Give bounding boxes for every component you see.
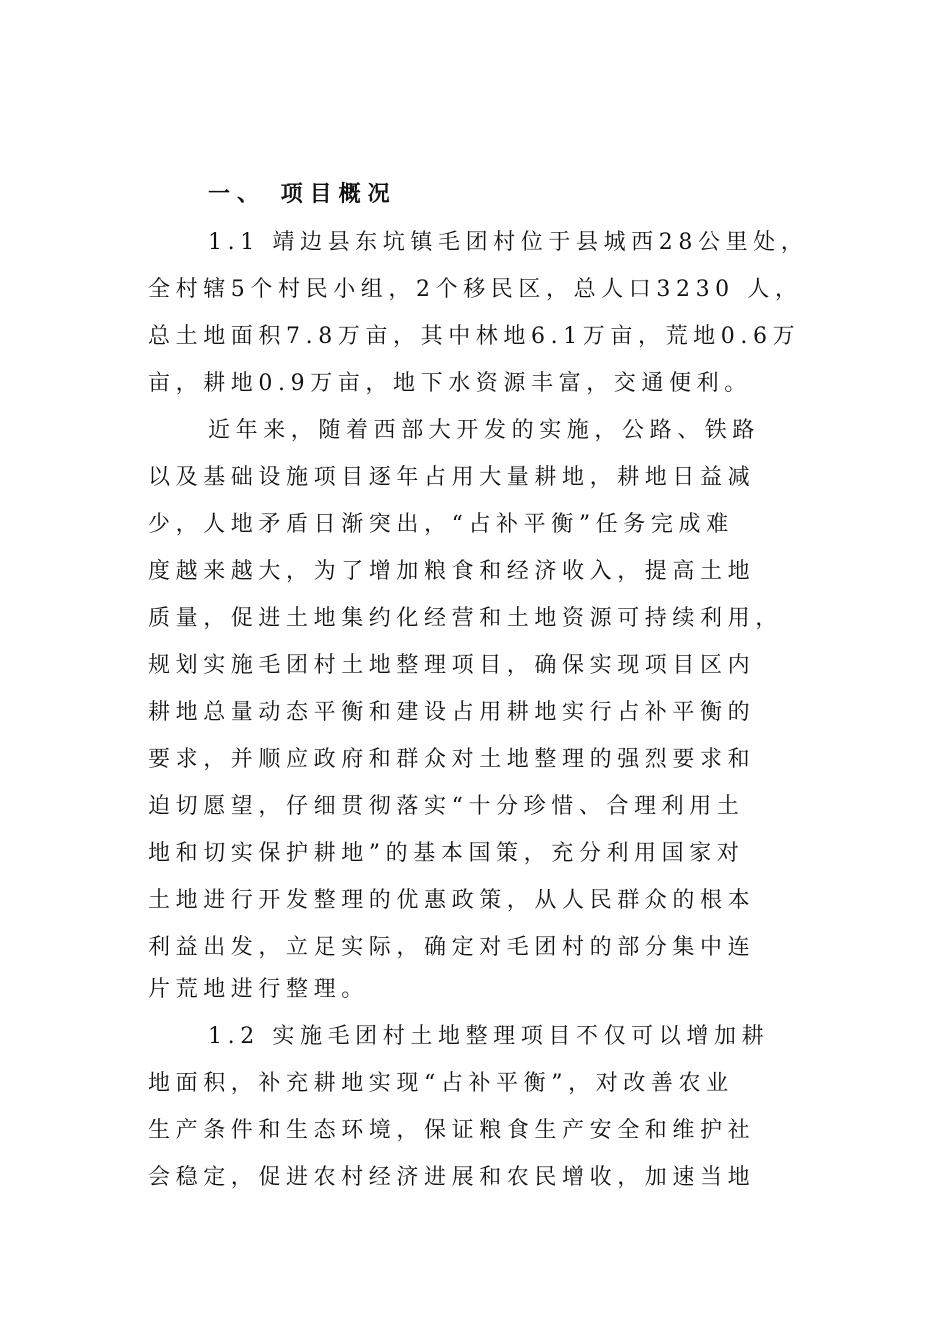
text-line-4: 亩，耕地0.9万亩，地下水资源丰富，交通便利。 (148, 371, 752, 396)
text-line-21: 会稳定，促进农村经济进展和农民增收，加速当地 (148, 1165, 756, 1190)
text-line-1: 1.1 靖边县东坑镇毛团村位于县城西28公里处， (208, 230, 809, 255)
text-line-15: 土地进行开发整理的优惠政策，从人民群众的根本 (148, 888, 756, 913)
text-line-6: 以及基础设施项目逐年占用大量耕地，耕地日益减 (148, 465, 756, 490)
text-line-5: 近年来，随着西部大开发的实施，公路、铁路 (208, 418, 761, 443)
text-line-7: 少，人地矛盾日渐突出，“占补平衡”任务完成难 (148, 512, 734, 537)
text-line-16: 利益出发，立足实际，确定对毛团村的部分集中连 (148, 935, 756, 960)
section-heading: 一、 项目概况 (208, 181, 397, 207)
text-line-8: 度越来越大，为了增加粮食和经济收入，提高土地 (148, 559, 756, 584)
text-line-14: 地和切实保护耕地”的基本国策，充分利用国家对 (148, 841, 745, 866)
text-line-10: 规划实施毛团村土地整理项目，确保实现项目区内 (148, 653, 756, 678)
text-line-20: 生产条件和生态环境，保证粮食生产安全和维护社 (148, 1118, 756, 1143)
text-line-3: 总土地面积7.8万亩，其中林地6.1万亩，荒地0.6万 (148, 324, 801, 349)
text-line-18: 1.2 实施毛团村土地整理项目不仅可以增加耕 (208, 1024, 770, 1049)
text-line-13: 迫切愿望，仔细贯彻落实“十分珍惜、合理利用土 (148, 794, 745, 819)
text-line-12: 要求，并顺应政府和群众对土地整理的强烈要求和 (148, 747, 756, 772)
text-line-2: 全村辖5个村民小组，2个移民区，总人口3230 人， (148, 277, 803, 302)
text-line-11: 耕地总量动态平衡和建设占用耕地实行占补平衡的 (148, 700, 756, 725)
text-line-19: 地面积，补充耕地实现“占补平衡”，对改善农业 (148, 1071, 734, 1096)
text-line-17: 片荒地进行整理。 (148, 977, 369, 1002)
text-line-9: 质量，促进土地集约化经营和土地资源可持续利用， (148, 606, 783, 631)
